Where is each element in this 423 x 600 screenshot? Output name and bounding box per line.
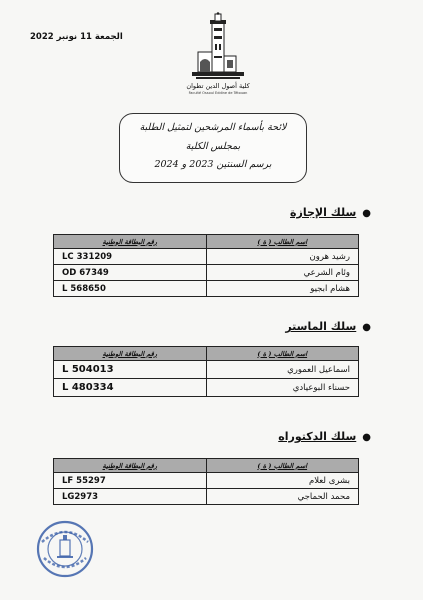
candidate-id: LG2973	[54, 489, 207, 505]
section-heading-doctorate: ●سلك الدكتوراه	[278, 430, 371, 443]
candidate-id: LF 55297	[54, 473, 207, 489]
table-row	[54, 281, 359, 297]
candidate-id: L 480334	[54, 379, 207, 397]
minaret-logo-icon	[186, 12, 250, 84]
candidate-name: اسماعيل العموري	[206, 361, 359, 379]
title-line-1: لائحة بأسماء المرشحين لتمثيل الطلبة	[139, 122, 287, 133]
faculty-logo	[186, 12, 250, 98]
doctorate-candidates-table	[53, 458, 359, 505]
table-header-row	[54, 459, 359, 473]
column-header-id: رقم البطاقة الوطنية	[54, 347, 207, 361]
table-row	[54, 249, 359, 265]
logo-arabic-text: كلية أصول الدين تطوان	[186, 82, 250, 90]
candidate-name: حسناء البوعيادي	[206, 379, 359, 397]
bullet-icon: ●	[362, 322, 371, 333]
bullet-icon: ●	[362, 208, 371, 219]
candidate-name: وئام الشرعي	[206, 265, 359, 281]
table-row	[54, 473, 359, 489]
title-line-2: بمجلس الكلية	[185, 141, 241, 152]
table-row	[54, 489, 359, 505]
section-heading-master: ●سلك الماستر	[285, 320, 371, 333]
table-header-row	[54, 235, 359, 249]
candidate-id: LC 331209	[54, 249, 207, 265]
column-header-id: رقم البطاقة الوطنية	[54, 459, 207, 473]
candidate-name: محمد الحماجي	[206, 489, 359, 505]
document-date: الجمعة 11 نونبر 2022	[30, 32, 123, 42]
column-header-id: رقم البطاقة الوطنية	[54, 235, 207, 249]
section-heading-license: ●سلك الإجازة	[290, 206, 371, 219]
bullet-icon: ●	[362, 432, 371, 443]
table-row	[54, 361, 359, 379]
column-header-name: اسم الطالب ( ة )	[206, 347, 359, 361]
table-row	[54, 379, 359, 397]
candidate-id: OD 67349	[54, 265, 207, 281]
table-row	[54, 265, 359, 281]
title-line-3: برسم السنتين 2023 و 2024	[154, 159, 272, 170]
candidate-name: رشيد هرون	[206, 249, 359, 265]
official-stamp	[36, 520, 94, 578]
table-header-row	[54, 347, 359, 361]
stamp-seal-icon	[36, 520, 94, 578]
column-header-name: اسم الطالب ( ة )	[206, 459, 359, 473]
logo-french-text: Faculté Ossoul Eddine de Tétouan	[188, 91, 248, 95]
candidate-id: L 504013	[54, 361, 207, 379]
license-candidates-table	[53, 234, 359, 297]
candidate-name: هشام ابجيو	[206, 281, 359, 297]
column-header-name: اسم الطالب ( ة )	[206, 235, 359, 249]
title-box	[119, 113, 307, 183]
master-candidates-table	[53, 346, 359, 397]
candidate-id: L 568650	[54, 281, 207, 297]
candidate-name: بشرى لعلام	[206, 473, 359, 489]
